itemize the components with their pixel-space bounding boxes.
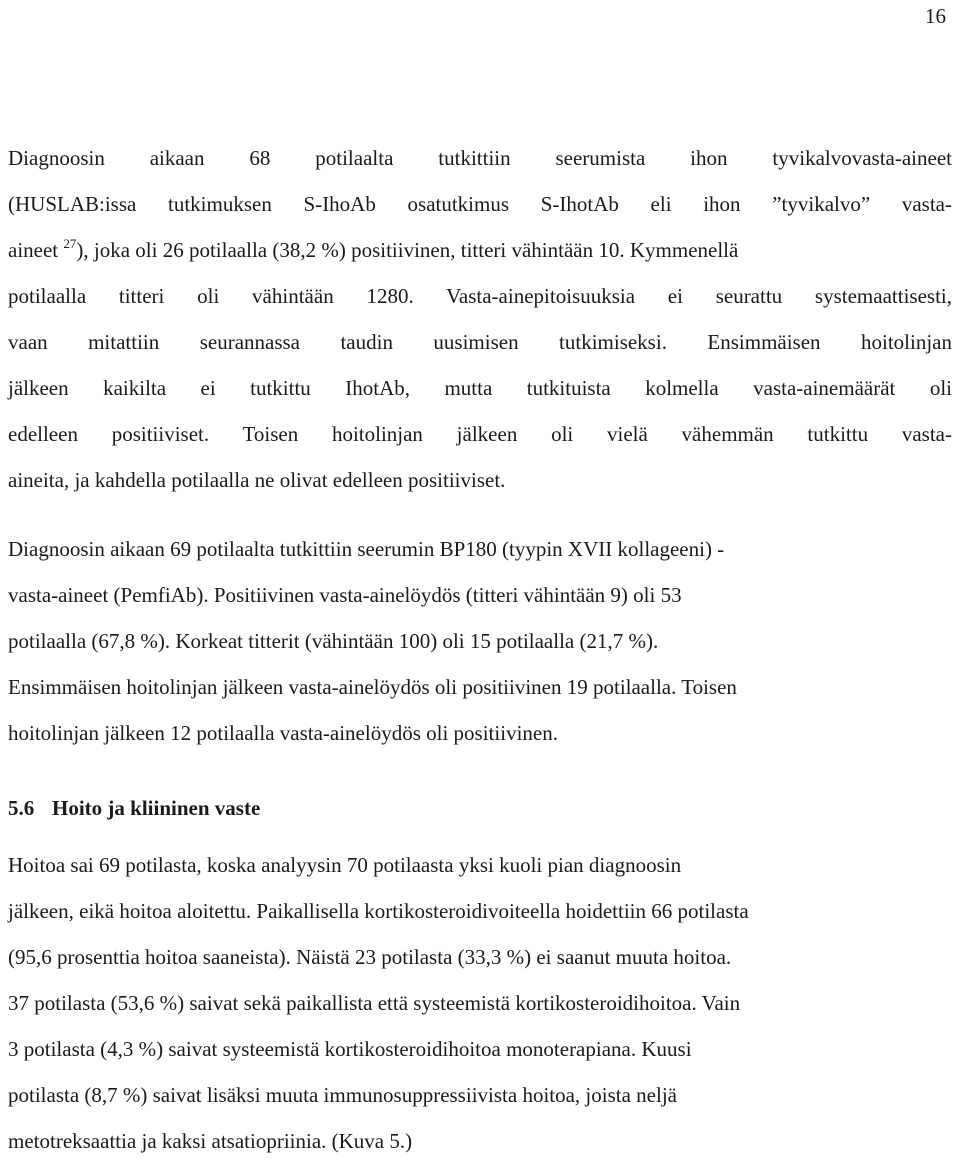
text-line: potilaalla titteri oli vähintään 1280. Vasta-ainepitoisuuksia ei seurattu systemaattisesti, bbox=[8, 284, 952, 308]
text-line: vasta-aineet (PemfiAb). Positiivinen vasta-ainelöydös (titteri vähintään 9) oli 53 bbox=[8, 583, 682, 607]
text-line: 3 potilasta (4,3 %) saivat systeemistä kortikosteroidihoitoa monoterapiana. Kuusi bbox=[8, 1037, 692, 1061]
section-number: 5.6 bbox=[8, 796, 35, 820]
text-line: aineita, ja kahdella potilaalla ne olivat edelleen positiiviset. bbox=[8, 468, 506, 492]
text-line: vaan mitattiin seurannassa taudin uusimisen tutkimiseksi. Ensimmäisen hoitolinjan bbox=[8, 330, 952, 354]
text-line: Hoitoa sai 69 potilasta, koska analyysin 70 potilaasta yksi kuoli pian diagnoosin bbox=[8, 853, 682, 877]
text-line: 37 potilasta (53,6 %) saivat sekä paikallista että systeemistä kortikosteroidihoitoa. Vain bbox=[8, 991, 741, 1015]
text-line: (HUSLAB:issa tutkimuksen S-IhoAb osatutkimus S-IhotAb eli ihon ”tyvikalvo” vasta- bbox=[8, 192, 952, 216]
text-line: potilaalla (67,8 %). Korkeat titterit (vähintään 100) oli 15 potilaalla (21,7 %). bbox=[8, 629, 659, 653]
text-line: Ensimmäisen hoitolinjan jälkeen vasta-ainelöydös oli positiivinen 19 potilaalla. Toisen bbox=[8, 675, 737, 699]
text-line: Diagnoosin aikaan 69 potilaalta tutkittiin seerumin BP180 (tyypin XVII kollageeni) - bbox=[8, 537, 725, 561]
text-line: (95,6 prosenttia hoitoa saaneista). Näistä 23 potilasta (33,3 %) ei saanut muuta hoitoa. bbox=[8, 945, 732, 969]
text-line: hoitolinjan jälkeen 12 potilaalla vasta-ainelöydös oli positiivinen. bbox=[8, 721, 558, 745]
reference-superscript: 27 bbox=[63, 236, 77, 251]
text-line: metotreksaattia ja kaksi atsatiopriinia. (Kuva 5.) bbox=[8, 1129, 413, 1153]
section-heading bbox=[8, 788, 260, 828]
paragraph-treatment bbox=[8, 842, 952, 1164]
text-line: jälkeen, eikä hoitoa aloitettu. Paikallisella kortikosteroidivoiteella hoidettiin 66 potilasta bbox=[8, 899, 749, 923]
text-line: potilasta (8,7 %) saivat lisäksi muuta immunosuppressiivista hoitoa, joista neljä bbox=[8, 1083, 677, 1107]
text-line: Diagnoosin aikaan 68 potilaalta tutkittiin seerumista ihon tyvikalvovasta-aineet bbox=[8, 146, 952, 170]
section-title: Hoito ja kliininen vaste bbox=[52, 796, 261, 820]
page-number: 16 bbox=[925, 4, 946, 28]
paragraph-antibodies-skin bbox=[8, 135, 952, 503]
paragraph-antibodies-bp180 bbox=[8, 526, 952, 756]
text-line: jälkeen kaikilta ei tutkittu IhotAb, mutta tutkituista kolmella vasta-ainemäärät oli bbox=[8, 376, 952, 400]
text-fragment: ), joka oli 26 potilaalla (38,2 %) positiivinen, titteri vähintään 10. Kymmenellä bbox=[76, 238, 739, 262]
text-line: edelleen positiiviset. Toisen hoitolinjan jälkeen oli vielä vähemmän tutkittu vasta- bbox=[8, 422, 952, 446]
text-line bbox=[8, 227, 952, 273]
text-fragment: aineet bbox=[8, 238, 59, 262]
